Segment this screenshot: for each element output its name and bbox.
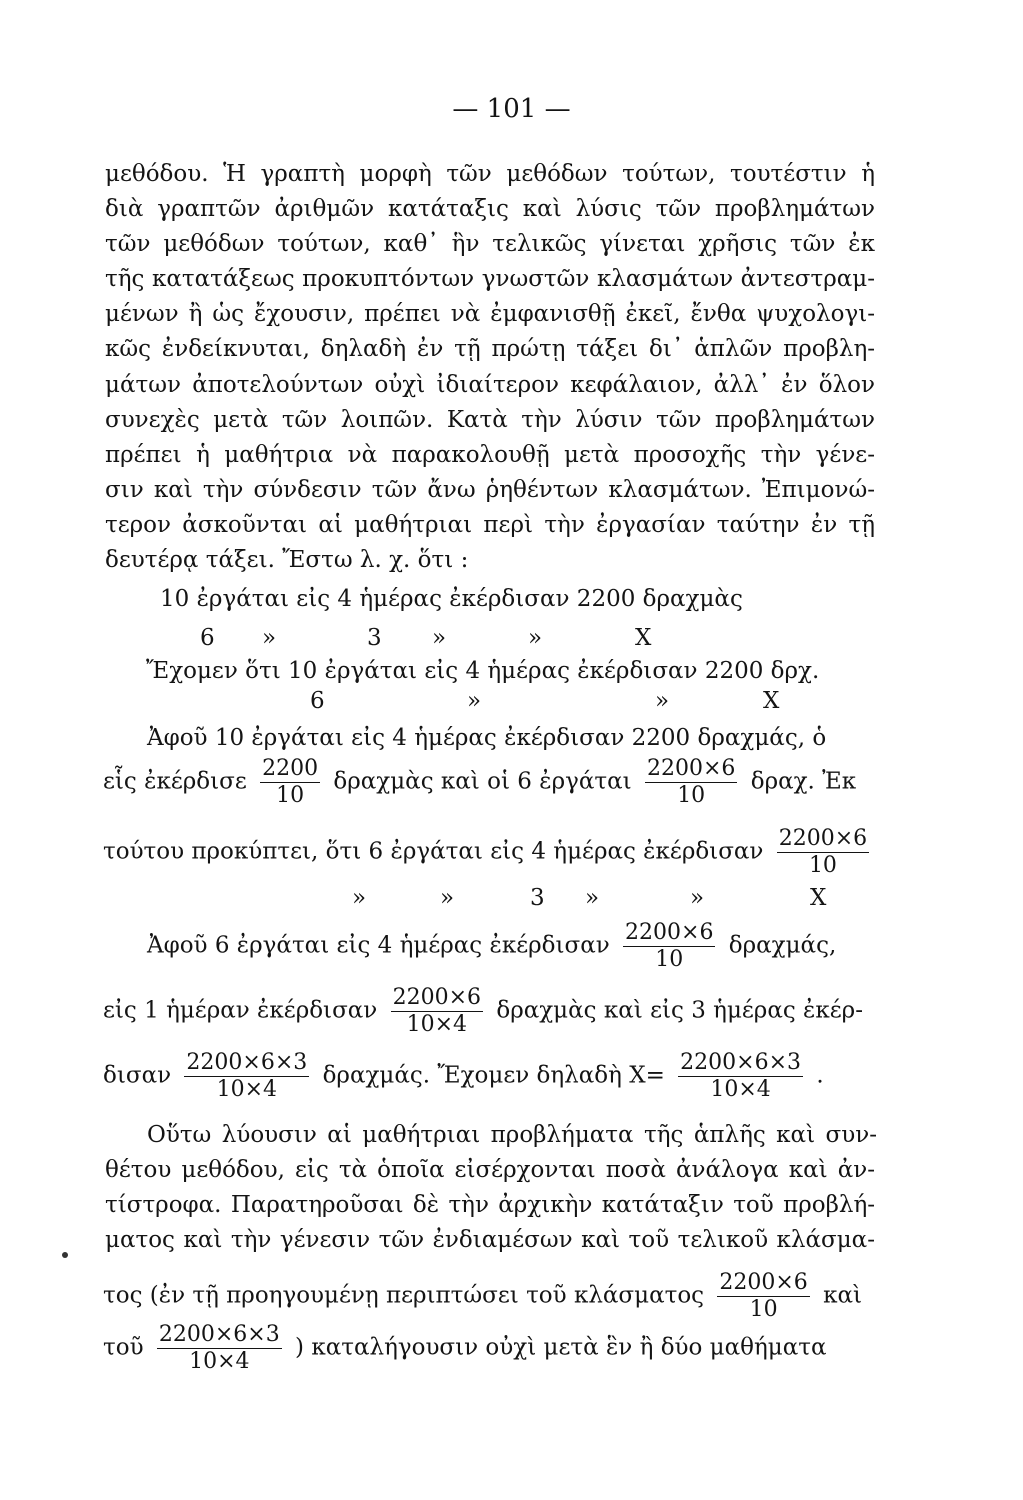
- problem-cell: X: [635, 625, 652, 651]
- stray-mark: [62, 1252, 68, 1258]
- fraction: [184, 1050, 309, 1103]
- problem-cell: »: [467, 688, 482, 714]
- text-line: κῶς ἐνδείκνυται, δηλαδὴ ἐν τῇ πρώτῃ τάξει δι᾽ ἁπλῶν προβλη-: [105, 336, 875, 362]
- numerator: 2200×6: [778, 826, 868, 851]
- denominator: 10×4: [391, 1011, 483, 1038]
- text-line: τῆς κατατάξεως προκυπτόντων γνωστῶν κλασμάτων ἀντεστραμ-: [105, 266, 875, 292]
- numerator: 2200×6: [392, 985, 482, 1010]
- text-segment: εἰς 1 ἡμέραν ἐκέρδισαν: [103, 997, 378, 1024]
- fraction: [157, 1322, 282, 1375]
- text-segment: δισαν: [103, 1062, 172, 1089]
- denominator: 10: [717, 1296, 809, 1323]
- fraction-line: [103, 826, 883, 879]
- text-line: τῶν μεθόδων τούτων, καθ᾽ ἣν τελικῶς γίνεται χρῆσις τῶν ἐκ: [105, 231, 875, 257]
- denominator: 10: [777, 852, 869, 879]
- text-line: μάτων ἀποτελούντων οὐχὶ ἰδιαίτερον κεφάλαιον, ἀλλ᾽ ἐν ὅλον: [105, 372, 875, 398]
- fraction: [623, 920, 715, 973]
- fraction: [391, 985, 483, 1038]
- fraction-line: [147, 920, 882, 973]
- numerator: 2200×6×3: [158, 1322, 280, 1347]
- problem-cell: »: [585, 885, 600, 911]
- text-segment: καὶ: [823, 1282, 863, 1309]
- fraction: [260, 756, 320, 809]
- text-line: τίστροφα. Παρατηροῦσαι δὲ τὴν ἀρχικὴν κατάταξιν τοῦ προβλή-: [105, 1192, 875, 1218]
- text-segment: .: [816, 1062, 824, 1089]
- text-segment: εἷς ἐκέρδισε: [103, 768, 247, 795]
- text-segment: τούτου προκύπτει, ὅτι 6 ἐργάται εἰς 4 ἡμέρας ἐκέρδισαν: [103, 838, 764, 865]
- fraction: [678, 1050, 803, 1103]
- problem-cell: »: [352, 885, 367, 911]
- denominator: 10×4: [184, 1076, 309, 1103]
- problem-cell: X: [810, 885, 827, 911]
- problem-cell: »: [528, 625, 543, 651]
- problem-cell: »: [690, 885, 705, 911]
- problem-cell: 6: [310, 688, 325, 714]
- text-line: θέτου μεθόδου, εἰς τὰ ὁποῖα εἰσέρχονται ποσὰ ἀνάλογα καὶ ἀν-: [105, 1157, 875, 1183]
- text-line: μένων ἢ ὡς ἔχουσιν, πρέπει νὰ ἐμφανισθῇ ἐκεῖ, ἔνθα ψυχολογι-: [105, 301, 875, 327]
- numerator: 2200×6×3: [680, 1050, 802, 1075]
- problem-cell: 3: [367, 625, 382, 651]
- text-line: Ἀφοῦ 10 ἐργάται εἰς 4 ἡμέρας ἐκέρδισαν 2200 δραχμάς, ὁ: [147, 725, 827, 751]
- text-line: τερον ἀσκοῦνται αἱ μαθήτριαι περὶ τὴν ἐργασίαν ταύτην ἐν τῇ: [105, 512, 875, 538]
- fraction: [717, 1270, 809, 1323]
- numerator: 2200×6: [646, 756, 736, 781]
- fraction-line: [103, 1322, 883, 1375]
- text-line: ματος καὶ τὴν γένεσιν τῶν ἐνδιαμέσων καὶ τοῦ τελικοῦ κλάσμα-: [105, 1227, 875, 1253]
- problem-cell: 6: [200, 625, 215, 651]
- denominator: 10: [260, 782, 320, 809]
- numerator: 2200: [262, 756, 319, 781]
- problem-row-2: Ἔχομεν ὅτι 10 ἐργάται εἰς 4 ἡμέρας ἐκέρδισαν 2200 δρχ.: [146, 658, 820, 684]
- text-segment: τοῦ: [103, 1334, 144, 1361]
- text-segment: δραχμάς,: [728, 932, 837, 959]
- text-segment: ) καταλήγουσιν οὐχὶ μετὰ ἓν ἢ δύο μαθήματα: [295, 1334, 827, 1361]
- problem-cell: »: [655, 688, 670, 714]
- text-segment: δραχμὰς καὶ εἰς 3 ἡμέρας ἐκέρ-: [496, 997, 863, 1024]
- numerator: 2200×6: [719, 1270, 808, 1295]
- text-segment: δραχ. Ἐκ: [750, 768, 857, 795]
- text-segment: δραχμὰς καὶ οἱ 6 ἐργάται: [333, 768, 632, 795]
- text-segment: τος (ἐν τῇ προηγουμένῃ περιπτώσει τοῦ κλάσματος: [103, 1282, 705, 1309]
- text-line: δευτέρᾳ τάξει. Ἔστω λ. χ. ὅτι :: [105, 547, 469, 573]
- fraction-line: [103, 1270, 883, 1323]
- page-number: — 101 —: [452, 94, 571, 124]
- numerator: 2200×6: [625, 920, 714, 945]
- problem-row-1: 10 ἐργάται εἰς 4 ἡμέρας ἐκέρδισαν 2200 δραχμὰς: [160, 586, 743, 612]
- denominator: 10×4: [157, 1348, 282, 1375]
- text-segment: δραχμάς. Ἔχομεν δηλαδὴ X=: [322, 1062, 665, 1089]
- denominator: 10: [623, 946, 715, 973]
- fraction: [777, 826, 869, 879]
- text-line: διὰ γραπτῶν ἀριθμῶν κατάταξις καὶ λύσις τῶν προβλημάτων: [105, 196, 875, 222]
- denominator: 10: [645, 782, 737, 809]
- text-line: μεθόδου. Ἡ γραπτὴ μορφὴ τῶν μεθόδων τούτων, τουτέστιν ἡ: [105, 161, 875, 187]
- text-line: συνεχὲς μετὰ τῶν λοιπῶν. Κατὰ τὴν λύσιν τῶν προβλημάτων: [105, 407, 875, 433]
- fraction-line: [103, 756, 883, 809]
- problem-cell: »: [262, 625, 277, 651]
- problem-cell: »: [440, 885, 455, 911]
- text-line: σιν καὶ τὴν σύνδεσιν τῶν ἄνω ῥηθέντων κλασμάτων. Ἐπιμονώ-: [105, 477, 875, 503]
- fraction-line: [103, 985, 883, 1038]
- problem-cell: »: [432, 625, 447, 651]
- fraction: [645, 756, 737, 809]
- text-line: πρέπει ἡ μαθήτρια νὰ παρακολουθῇ μετὰ προσοχῆς τὴν γένε-: [105, 442, 875, 468]
- text-line: Οὕτω λύουσιν αἱ μαθήτριαι προβλήματα τῆς ἁπλῆς καὶ συν-: [147, 1122, 877, 1148]
- numerator: 2200×6×3: [186, 1050, 308, 1075]
- fraction-line: [103, 1050, 883, 1103]
- text-segment: Ἀφοῦ 6 ἐργάται εἰς 4 ἡμέρας ἐκέρδισαν: [147, 932, 610, 959]
- denominator: 10×4: [678, 1076, 803, 1103]
- problem-cell: 3: [530, 885, 545, 911]
- problem-cell: X: [763, 688, 780, 714]
